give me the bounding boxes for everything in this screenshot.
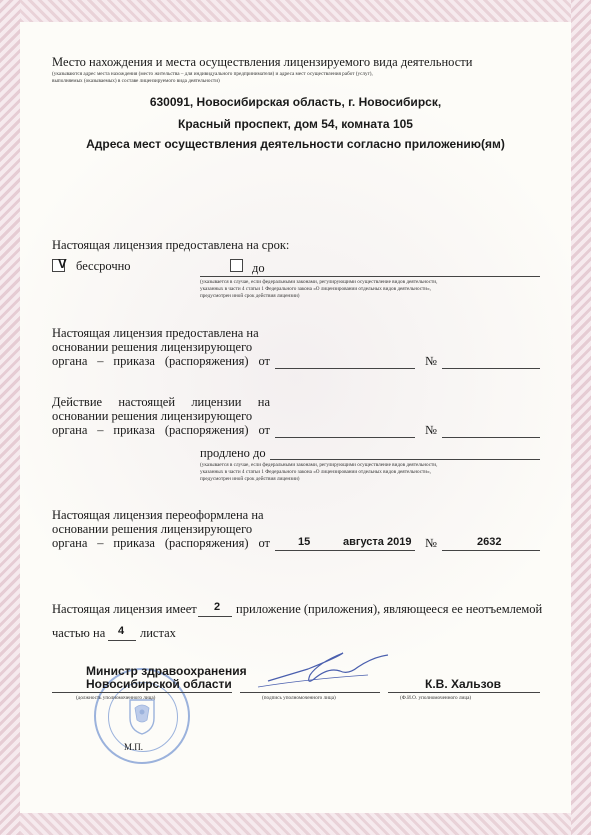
stamp-place-label: М.П. [124,742,144,752]
location-heading: Место нахождения и места осуществления лицензируемого вида деятельности [52,55,473,69]
basis-line-3: органа – приказа (распоряжения) от [52,354,270,368]
signer-name: К.В. Хальзов [425,677,502,691]
reissue-number-line [442,550,540,551]
address-line-2: Красный проспект, дом 54, комната 105 [178,117,413,131]
sheets-suffix: листах [140,626,176,640]
reissue-number-sign: № [425,536,437,550]
location-note-1: (указываются адрес места нахождения (место жительства – для индивидуального предпринимателя) и адреса мест осуществления работ (услуг), [52,71,373,77]
appendix-count: 2 [214,601,221,613]
position-caption: (должность уполномоченного лица) [76,695,156,701]
extended-date-line [270,459,540,460]
extended-label: продлено до [200,446,266,460]
coat-of-arms-icon [126,696,158,736]
basis-line-1: Настоящая лицензия предоставлена на [52,326,259,340]
until-date-line [200,276,540,277]
appendix-count-line [198,616,232,617]
check-mark: V [58,256,67,271]
signer-position-1: Министр здравоохранения [86,664,247,678]
basis-date-line [275,368,415,369]
reissue-number: 2632 [477,536,502,548]
action-line-1: Действие настоящей лицензии на [52,395,270,409]
address-line-1: 630091, Новосибирская область, г. Новосибирск, [149,95,442,109]
reissue-line-3: органа – приказа (распоряжения) от [52,536,270,550]
basis-number-line [442,368,540,369]
term-label: Настоящая лицензия предоставлена на срок: [52,238,290,252]
action-note-2: указанных в части 4 статьи 1 Федерального закона «О лицензировании отдельных видов деятельности», [200,469,431,475]
appendix-suffix: приложение (приложения), являющееся ее неотъемлемой [236,602,543,616]
signature-caption: (подпись уполномоченного лица) [262,695,336,701]
reissue-line-1: Настоящая лицензия переоформлена на [52,508,264,522]
action-line-3: органа – приказа (распоряжения) от [52,423,270,437]
sheets-prefix: частью на [52,626,106,640]
action-number-sign: № [425,423,437,437]
reissue-date-line [275,550,415,551]
reissue-line-2: основании решения лицензирующего [52,522,253,536]
sheets-count: 4 [118,625,125,637]
name-line [388,692,540,693]
decorative-border-bottom [0,813,591,835]
reissue-month-year: августа 2019 [343,536,412,548]
action-number-line [442,437,540,438]
location-note-2: выполняемых (оказываемых) в составе лицензируемого вида деятельности) [52,78,220,84]
handwritten-signature [248,645,398,695]
action-date-line [275,437,415,438]
until-checkbox [230,259,243,272]
action-note-1: (указывается в случае, если федеральными законами, регулирующими осуществление видов деятельности, [200,462,438,468]
reissue-day: 15 [298,536,311,548]
term-note-2: указанных в части 4 статьи 1 Федерального закона «О лицензировании отдельных видов деятельности», [200,286,431,292]
until-label: до [252,261,265,275]
signer-position-2: Новосибирской области [86,677,232,691]
indefinite-label: бессрочно [76,259,131,273]
decorative-border-top [0,0,591,22]
position-line [52,692,232,693]
basis-number-sign: № [425,354,437,368]
name-caption: (Ф.И.О. уполномоченного лица) [400,695,472,701]
sheets-count-line [108,640,136,641]
appendix-prefix: Настоящая лицензия имеет [52,602,197,616]
address-line-3: Адреса мест осуществления деятельности согласно приложению(ям) [86,137,505,151]
term-note-1: (указывается в случае, если федеральными законами, регулирующими осуществление видов деятельности, [200,279,438,285]
action-line-2: основании решения лицензирующего [52,409,253,423]
action-note-3: предусмотрен иной срок действия лицензии) [200,476,300,482]
basis-line-2: основании решения лицензирующего [52,340,253,354]
term-note-3: предусмотрен иной срок действия лицензии) [200,293,300,299]
